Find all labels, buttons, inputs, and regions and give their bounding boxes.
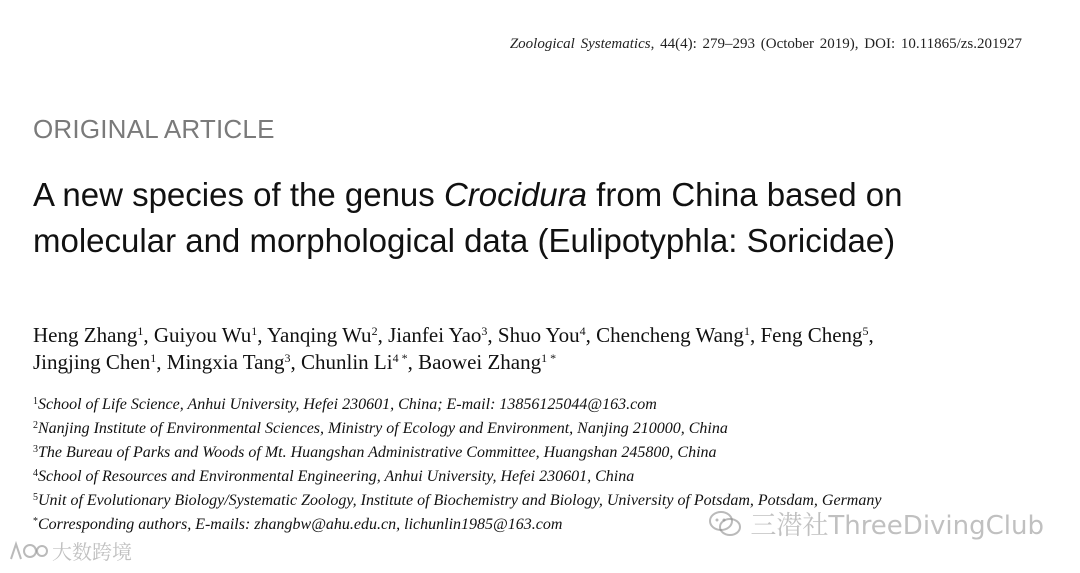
affiliation: $^4$School of Resources and Environmental Engineering, Anhui University, Hefei 230601, China [33, 468, 635, 485]
title-part1: A new species of the genus [33, 176, 444, 213]
author: Chencheng Wang$^1$ [596, 323, 750, 347]
watermark-left [8, 536, 132, 565]
author: Shuo You$^4$ [497, 323, 586, 347]
article-title [33, 172, 1053, 264]
author: Feng Cheng$^5$ [760, 323, 869, 347]
author: Heng Zhang$^1$ [33, 323, 144, 347]
author: Jianfei Yao$^3$ [388, 323, 488, 347]
watermark-right-text: 三潜社ThreeDivingClub [750, 511, 1044, 541]
affiliation: $^3$The Bureau of Parks and Woods of Mt. Huangshan Administrative Committee, Huangshan 245800, China [33, 444, 717, 461]
author: Mingxia Tang$^3$ [166, 350, 291, 374]
journal-issue-doi: , 44(4): 279–293 (October 2019), DOI: 10.11865/zs.201927 [650, 36, 1022, 52]
author-list: Heng Zhang$^1$, Guiyou Wu$^1$, Yanqing Wu$^2$, Jianfei Yao$^3$, Shuo You$^4$, Chencheng Wang$^1$, Feng Cheng$^5$, Jingjing Chen$^1$, Mingxia Tang$^3$, Chunlin $Li^{4 *}$, Baowei Zhang$^{1 *}$ [33, 323, 874, 374]
affiliation: $^1$School of Life Science, Anhui University, Hefei 230601, China; E-mail: 13856125044@163.com [33, 396, 657, 413]
title-part2: from China based on molecular and morphological data (Eulipotyphla: Soricidae) [33, 176, 903, 259]
watermark-right [708, 505, 1044, 542]
author: Jingjing Chen$^1$ [33, 350, 157, 374]
affiliation: $^5$Unit of Evolutionary Biology/Systematic Zoology, Institute of Biochemistry and Biology, University of Potsdam, Potsdam, Germany [33, 492, 882, 509]
article-type: ORIGINAL ARTICLE [33, 114, 275, 144]
watermark-left-text: 大数跨境 [52, 540, 132, 564]
logo-icon [8, 540, 48, 562]
author: Guiyou Wu$^1$ [153, 323, 258, 347]
journal-citation [510, 36, 1022, 53]
author: Yanqing Wu$^2$ [266, 323, 378, 347]
corresponding-authors: *Corresponding authors, E-mails: zhangbw@ahu.edu.cn, lichunlin1985@163.com [33, 516, 563, 533]
wechat-icon [708, 510, 742, 538]
affiliation: $^2$Nanjing Institute of Environmental Sciences, Ministry of Ecology and Environment, Nanjing 210000, China [33, 420, 728, 437]
title-genus: Crocidura [443, 176, 587, 213]
author: Chunlin $Li^{4 *}$ [300, 350, 408, 374]
journal-name: Zoological Systematics [509, 36, 651, 52]
author: Baowei Zhang$^{1 *}$ [418, 350, 557, 374]
